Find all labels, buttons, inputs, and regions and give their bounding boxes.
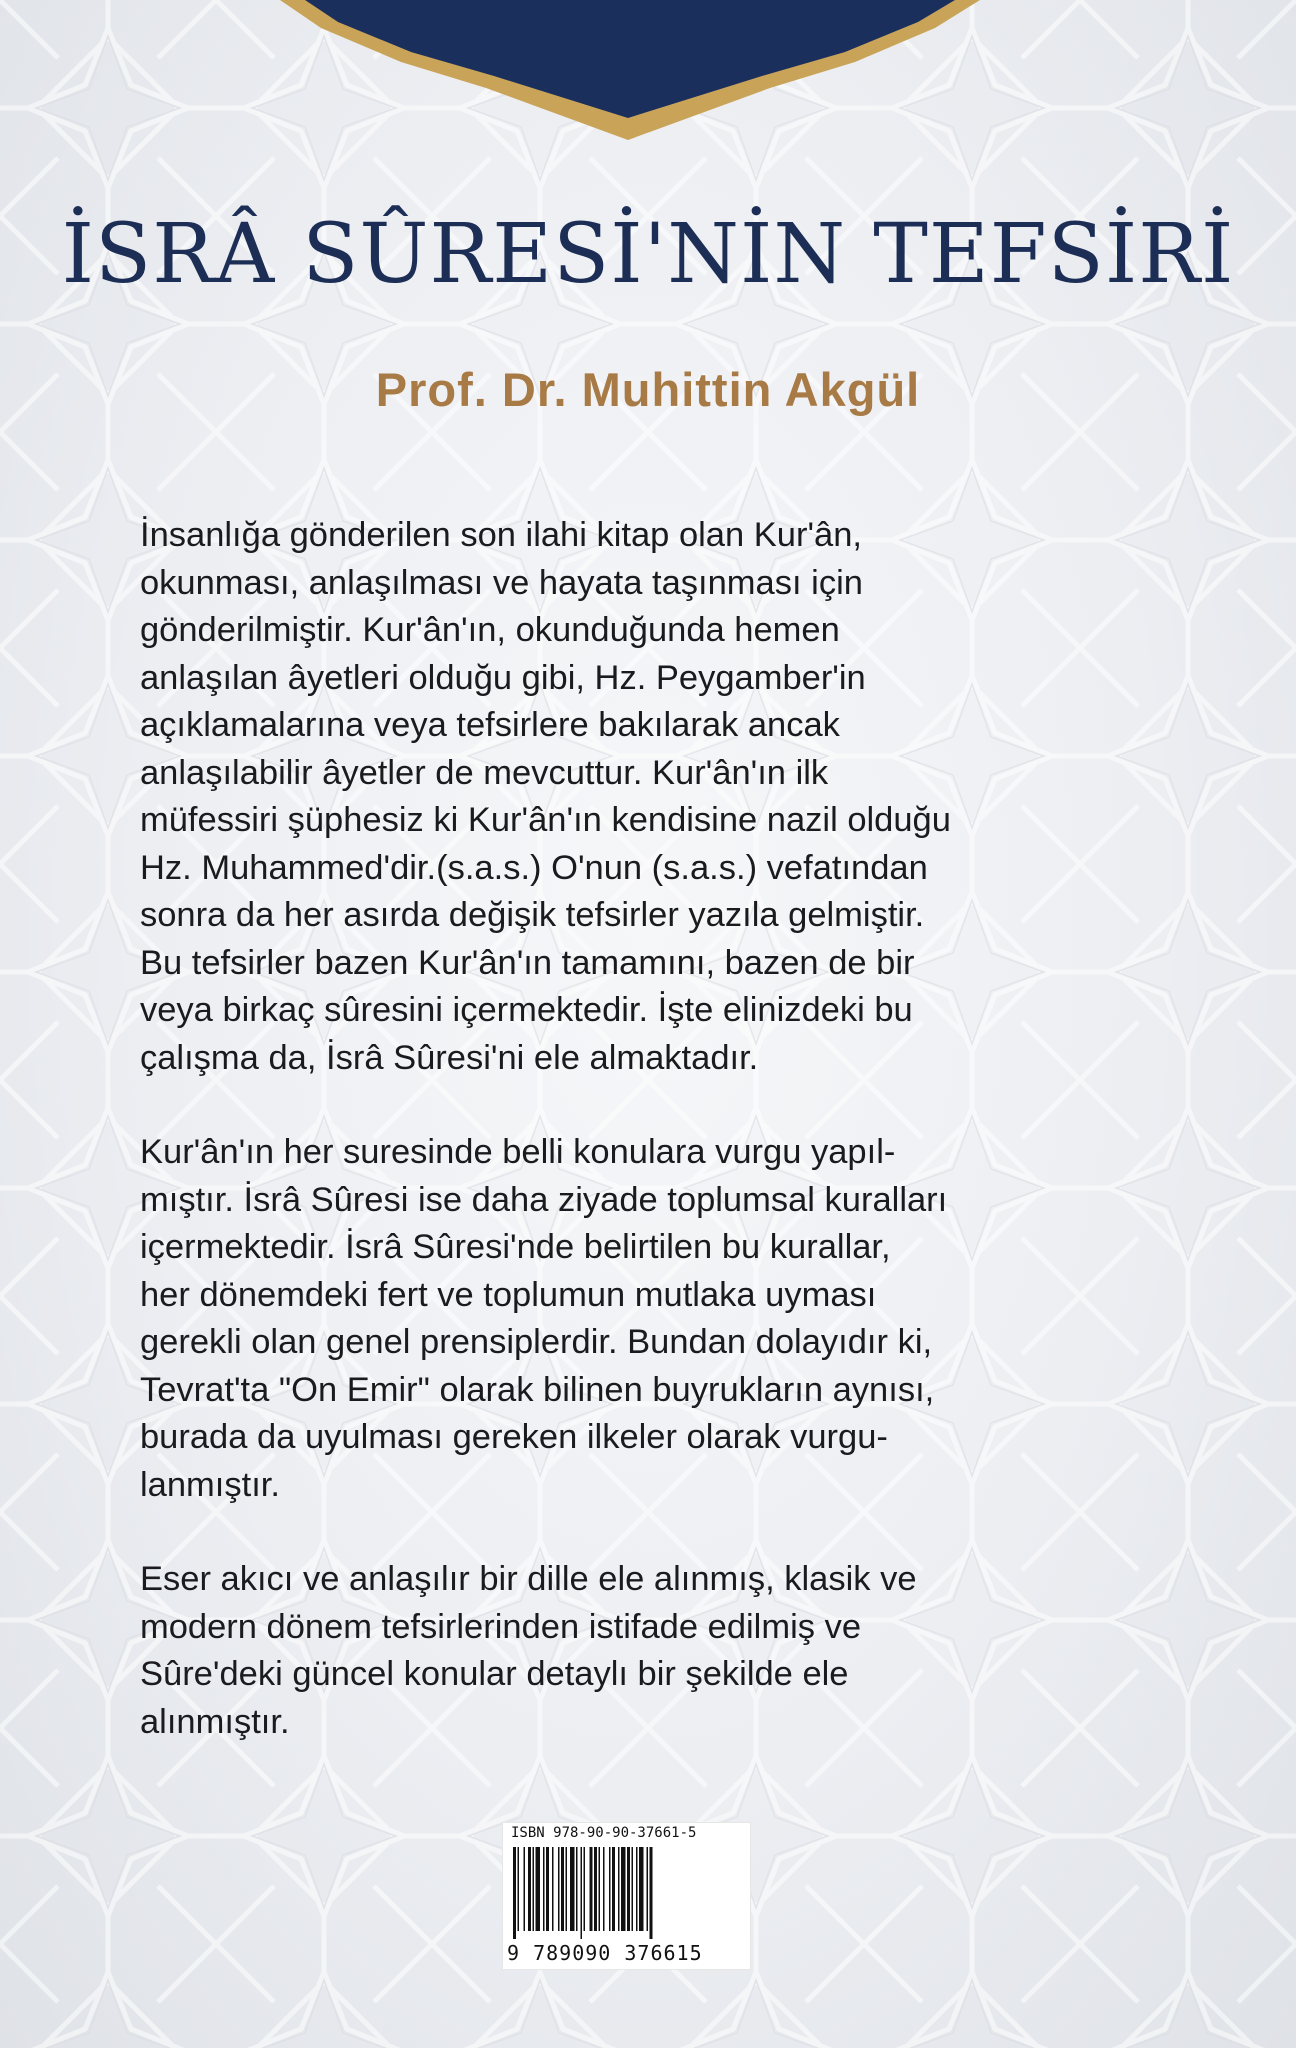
barcode-bar	[627, 1847, 630, 1931]
blurb-line: Kur'ân'ın her suresinde belli konulara vurgu yapıl-	[140, 1133, 896, 1171]
blurb-line: modern dönem tefsirlerinden istifade edilmiş ve	[140, 1607, 862, 1646]
barcode-bar	[536, 1847, 541, 1931]
barcode-bar	[552, 1847, 554, 1931]
barcode-bar	[594, 1847, 597, 1931]
blurb-line: gönderilmiştir. Kur'ân'ın, okunduğunda hemen	[140, 611, 840, 649]
blurb-line: İnsanlığa gönderilen son ilahi kitap olan Kur'ân,	[140, 516, 862, 554]
barcode-bar	[533, 1847, 535, 1931]
ean-digits: 9 789090 376615	[507, 1941, 703, 1965]
barcode-bar	[647, 1847, 649, 1931]
barcode-bar	[561, 1847, 564, 1931]
blurb-line: okunması, anlaşılması ve hayata taşınması için	[140, 563, 863, 602]
barcode-bars	[513, 1847, 743, 1939]
blurb-text	[100, 512, 1140, 1793]
blurb-line: mıştır. İsrâ Sûresi ise daha ziyade toplumsal kuralları	[140, 1180, 948, 1219]
blurb-line: Sûre'deki güncel konular detaylı bir şekilde ele	[140, 1655, 849, 1693]
barcode-bar	[543, 1847, 545, 1931]
barcode-bar	[636, 1847, 638, 1931]
barcode-bar	[618, 1847, 620, 1931]
blurb-line: müfessiri şüphesiz ki Kur'ân'ın kendisine nazil olduğu	[140, 801, 951, 839]
barcode-bar	[566, 1847, 568, 1931]
blurb-paragraph-2	[100, 1129, 1140, 1509]
barcode-bar	[603, 1847, 605, 1931]
barcode-bar	[632, 1847, 634, 1931]
barcode-bar	[609, 1847, 611, 1931]
isbn-label: ISBN 978-90-90-37661-5	[511, 1825, 697, 1841]
blurb-line: anlaşılabilir âyetler de mevcuttur. Kur'ân'ın ilk	[140, 753, 829, 792]
barcode-bar	[518, 1847, 520, 1931]
barcode-bar	[590, 1847, 593, 1931]
barcode-bar	[558, 1847, 560, 1931]
blurb-line: burada da uyulması gereken ilkeler olarak vurgu-	[140, 1418, 888, 1456]
isbn-barcode	[502, 1822, 751, 1970]
barcode-bar	[576, 1847, 578, 1931]
barcode-bar	[599, 1847, 601, 1931]
barcode-bar	[528, 1847, 531, 1931]
blurb-line: Eser akıcı ve anlaşılır bir dille ele alınmış, klasik ve	[140, 1560, 917, 1598]
barcode-bar	[524, 1847, 526, 1931]
blurb-line: sonra da her asırda değişik tefsirler yazıla gelmiştir.	[140, 896, 925, 934]
barcode-bar	[570, 1847, 575, 1931]
author-name: Prof. Dr. Muhittin Akgül	[375, 363, 921, 416]
blurb-line: her dönemdeki fert ve toplumun mutlaka uyması	[140, 1275, 877, 1314]
blurb-line: alınmıştır.	[140, 1702, 290, 1741]
blurb-line: Tevrat'ta "On Emir" olarak bilinen buyrukların aynısı,	[140, 1370, 935, 1409]
blurb-line: Hz. Muhammed'dir.(s.a.s.) O'nun (s.a.s.) vefatından	[140, 848, 928, 887]
barcode-bar	[584, 1847, 586, 1931]
book-title: İSRÂ SÛRESİ'NİN TEFSİRİ	[61, 207, 1235, 302]
barcode-bar	[581, 1847, 583, 1939]
barcode-bar	[621, 1847, 626, 1931]
blurb-line: içermektedir. İsrâ Sûresi'nde belirtilen bu kurallar,	[140, 1228, 891, 1266]
blurb-line: veya birkaç sûresini içermektedir. İşte elinizdeki bu	[140, 991, 913, 1029]
blurb-paragraph-3	[100, 1556, 1140, 1746]
barcode-bar	[513, 1847, 516, 1939]
blurb-line: gerekli olan genel prensiplerdir. Bundan dolayıdır ki,	[140, 1323, 933, 1361]
blurb-line: çalışma da, İsrâ Sûresi'ni ele almaktadır.	[140, 1038, 759, 1077]
blurb-line: Bu tefsirler bazen Kur'ân'ın tamamını, bazen de bir	[140, 943, 915, 982]
barcode-bar	[612, 1847, 615, 1931]
blurb-line: anlaşılan âyetleri olduğu gibi, Hz. Peygamber'in	[140, 658, 866, 697]
barcode-bar	[639, 1847, 644, 1931]
barcode-bar	[650, 1847, 653, 1939]
barcode-bar	[546, 1847, 549, 1931]
blurb-line: açıklamalarına veya tefsirlere bakılarak ancak	[140, 706, 840, 744]
top-badge-ornament	[0, 0, 1296, 160]
blurb-paragraph-1	[100, 512, 1140, 1082]
blurb-line: lanmıştır.	[140, 1465, 280, 1504]
